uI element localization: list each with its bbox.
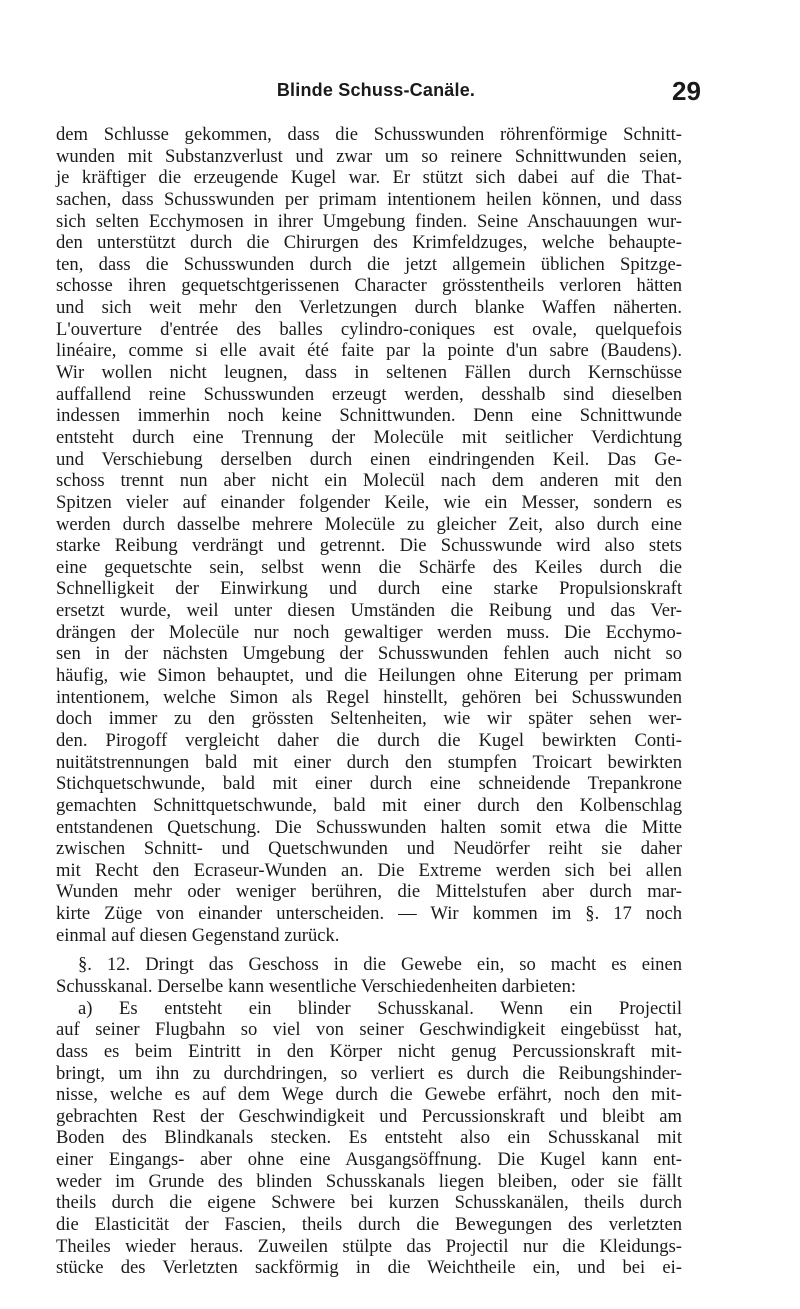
text-line: auffallend reine Schusswunden erzeugt werden, desshalb sind dieselben — [56, 383, 682, 405]
text-line: Boden des Blindkanals stecken. Es entsteht also ein Schusskanal mit — [56, 1127, 682, 1149]
text-line: drängen der Molecüle nur noch gewaltiger werden muss. Die Ecchymo- — [56, 621, 682, 643]
text-line: sen in der nächsten Umgebung der Schusswunden fehlen auch nicht so — [56, 643, 682, 665]
text-line: bringt, um ihn zu durchdringen, so verliert es durch die Reibungshinder- — [56, 1062, 682, 1084]
text-line: wunden mit Substanzverlust und zwar um so reinere Schnittwunden seien, — [56, 145, 682, 167]
text-line: je kräftiger die erzeugende Kugel war. Er stützt sich dabei auf die That- — [56, 167, 682, 189]
text-line: zwischen Schnitt- und Quetschwunden und Neudörfer reiht sie daher — [56, 838, 682, 860]
text-line: nuitätstrennungen bald mit einer durch den stumpfen Troicart bewirkten — [56, 751, 682, 773]
paragraph-1 — [56, 124, 682, 946]
text-line: §. 12. Dringt das Geschoss in die Gewebe ein, so macht es einen — [78, 954, 682, 976]
text-line: doch immer zu den grössten Seltenheiten, wie wir später sehen wer- — [56, 708, 682, 730]
text-line: sich selten Ecchymosen in ihrer Umgebung finden. Seine Anschauungen wur- — [56, 210, 682, 232]
text-line: dass es beim Eintritt in den Körper nicht genug Percussionskraft mit- — [56, 1040, 682, 1062]
text-line: theils durch die eigene Schwere bei kurzen Schusskanälen, theils durch — [56, 1192, 682, 1214]
text-line: ersetzt wurde, weil unter diesen Umständen die Reibung und das Ver- — [56, 600, 682, 622]
page-header — [0, 76, 800, 120]
text-line: entsteht durch eine Trennung der Molecüle mit seitlicher Verdichtung — [56, 426, 682, 448]
text-line: stücke des Verletzten sackförmig in die Weichtheile ein, und bei ei- — [56, 1257, 682, 1279]
text-line: häufig, wie Simon behauptet, und die Heilungen ohne Eiterung per primam — [56, 665, 682, 687]
text-line: einmal auf diesen Gegenstand zurück. — [56, 924, 340, 946]
text-line: schosse ihren gequetschtgerissenen Character grösstentheils verloren hätten — [56, 275, 682, 297]
text-line: starke Reibung verdrängt und getrennt. Die Schusswunde wird also stets — [56, 535, 682, 557]
text-line: ten, dass die Schusswunden durch die jetzt allgemein üblichen Spitzge- — [56, 253, 682, 275]
text-line: gebrachten Rest der Geschwindigkeit und Percussionskraft und bleibt am — [56, 1105, 682, 1127]
text-line: werden durch dasselbe mehrere Molecüle zu gleicher Zeit, also durch eine — [56, 513, 682, 535]
text-line: und Verschiebung derselben durch einen eindringenden Keil. Das Ge- — [56, 448, 682, 470]
text-line: und sich weit mehr den Verletzungen durch blanke Waffen näherten. — [56, 297, 682, 319]
text-line: intentionem, welche Simon als Regel hinstellt, gehören bei Schusswunden — [56, 686, 682, 708]
text-line: auf seiner Flugbahn so viel von seiner Geschwindigkeit eingebüsst hat, — [56, 1019, 682, 1041]
text-line: nisse, welche es auf dem Wege durch die Gewebe erfährt, noch den mit- — [56, 1084, 682, 1106]
text-line: gemachten Schnittquetschwunde, bald mit einer durch den Kolbenschlag — [56, 794, 682, 816]
text-line: Schusskanal. Derselbe kann wesentliche Verschiedenheiten darbieten: — [56, 975, 577, 997]
text-line: Theiles wieder heraus. Zuweilen stülpte das Projectil nur die Kleidungs- — [56, 1235, 682, 1257]
body-text — [56, 124, 682, 1279]
text-line: a) Es entsteht ein blinder Schusskanal. Wenn ein Projectil — [78, 997, 682, 1019]
text-line: den. Pirogoff vergleicht daher die durch die Kugel bewirkten Conti- — [56, 729, 682, 751]
text-line: den unterstützt durch die Chirurgen des Krimfeldzuges, welche behaupte- — [56, 232, 682, 254]
text-line: schoss trennt nun aber nicht ein Molecül nach dem anderen mit den — [56, 470, 682, 492]
text-line: entstandenen Quetschung. Die Schusswunden halten somit etwa die Mitte — [56, 816, 682, 838]
text-line: dem Schlusse gekommen, dass die Schusswunden röhrenförmige Schnitt- — [56, 124, 682, 145]
text-line: sachen, dass Schusswunden per primam intentionem heilen können, und dass — [56, 188, 682, 210]
text-line: indessen immerhin noch keine Schnittwunden. Denn eine Schnittwunde — [56, 405, 682, 427]
text-line: kirte Züge von einander unterscheiden. — Wir kommen im §. 17 noch — [56, 903, 682, 925]
text-line: Spitzen vieler auf einander folgender Keile, wie ein Messer, sondern es — [56, 491, 682, 513]
text-line: Schnelligkeit der Einwirkung und durch eine starke Propulsionskraft — [56, 578, 682, 600]
paragraph-3 — [56, 998, 682, 1279]
text-line: weder im Grunde des blinden Schusskanals liegen bleiben, oder sie fällt — [56, 1170, 682, 1192]
running-title: Blinde Schuss-Canäle. — [276, 80, 476, 100]
text-line: linéaire, comme si elle avait été faite par la pointe d'un sabre (Baudens). — [56, 340, 682, 362]
text-line: die Elasticität der Fascien, theils durch die Bewegungen des verletzten — [56, 1214, 682, 1236]
text-line: einer Eingangs- aber ohne eine Ausgangsöffnung. Die Kugel kann ent- — [56, 1149, 682, 1171]
text-line: mit Recht den Ecraseur-Wunden an. Die Extreme werden sich bei allen — [56, 859, 682, 881]
paragraph-2 — [56, 954, 682, 997]
page-number: 29 — [672, 76, 701, 106]
text-line: Wunden mehr oder weniger berühren, die Mittelstufen aber durch mar- — [56, 881, 682, 903]
text-line: eine gequetschte sein, selbst wenn die Schärfe des Keiles durch die — [56, 556, 682, 578]
text-line: Stichquetschwunde, bald mit einer durch eine schneidende Trepankrone — [56, 773, 682, 795]
text-line: Wir wollen nicht leugnen, dass in seltenen Fällen durch Kernschüsse — [56, 362, 682, 384]
text-line: L'ouverture d'entrée des balles cylindro-coniques est ovale, quelquefois — [56, 318, 682, 340]
